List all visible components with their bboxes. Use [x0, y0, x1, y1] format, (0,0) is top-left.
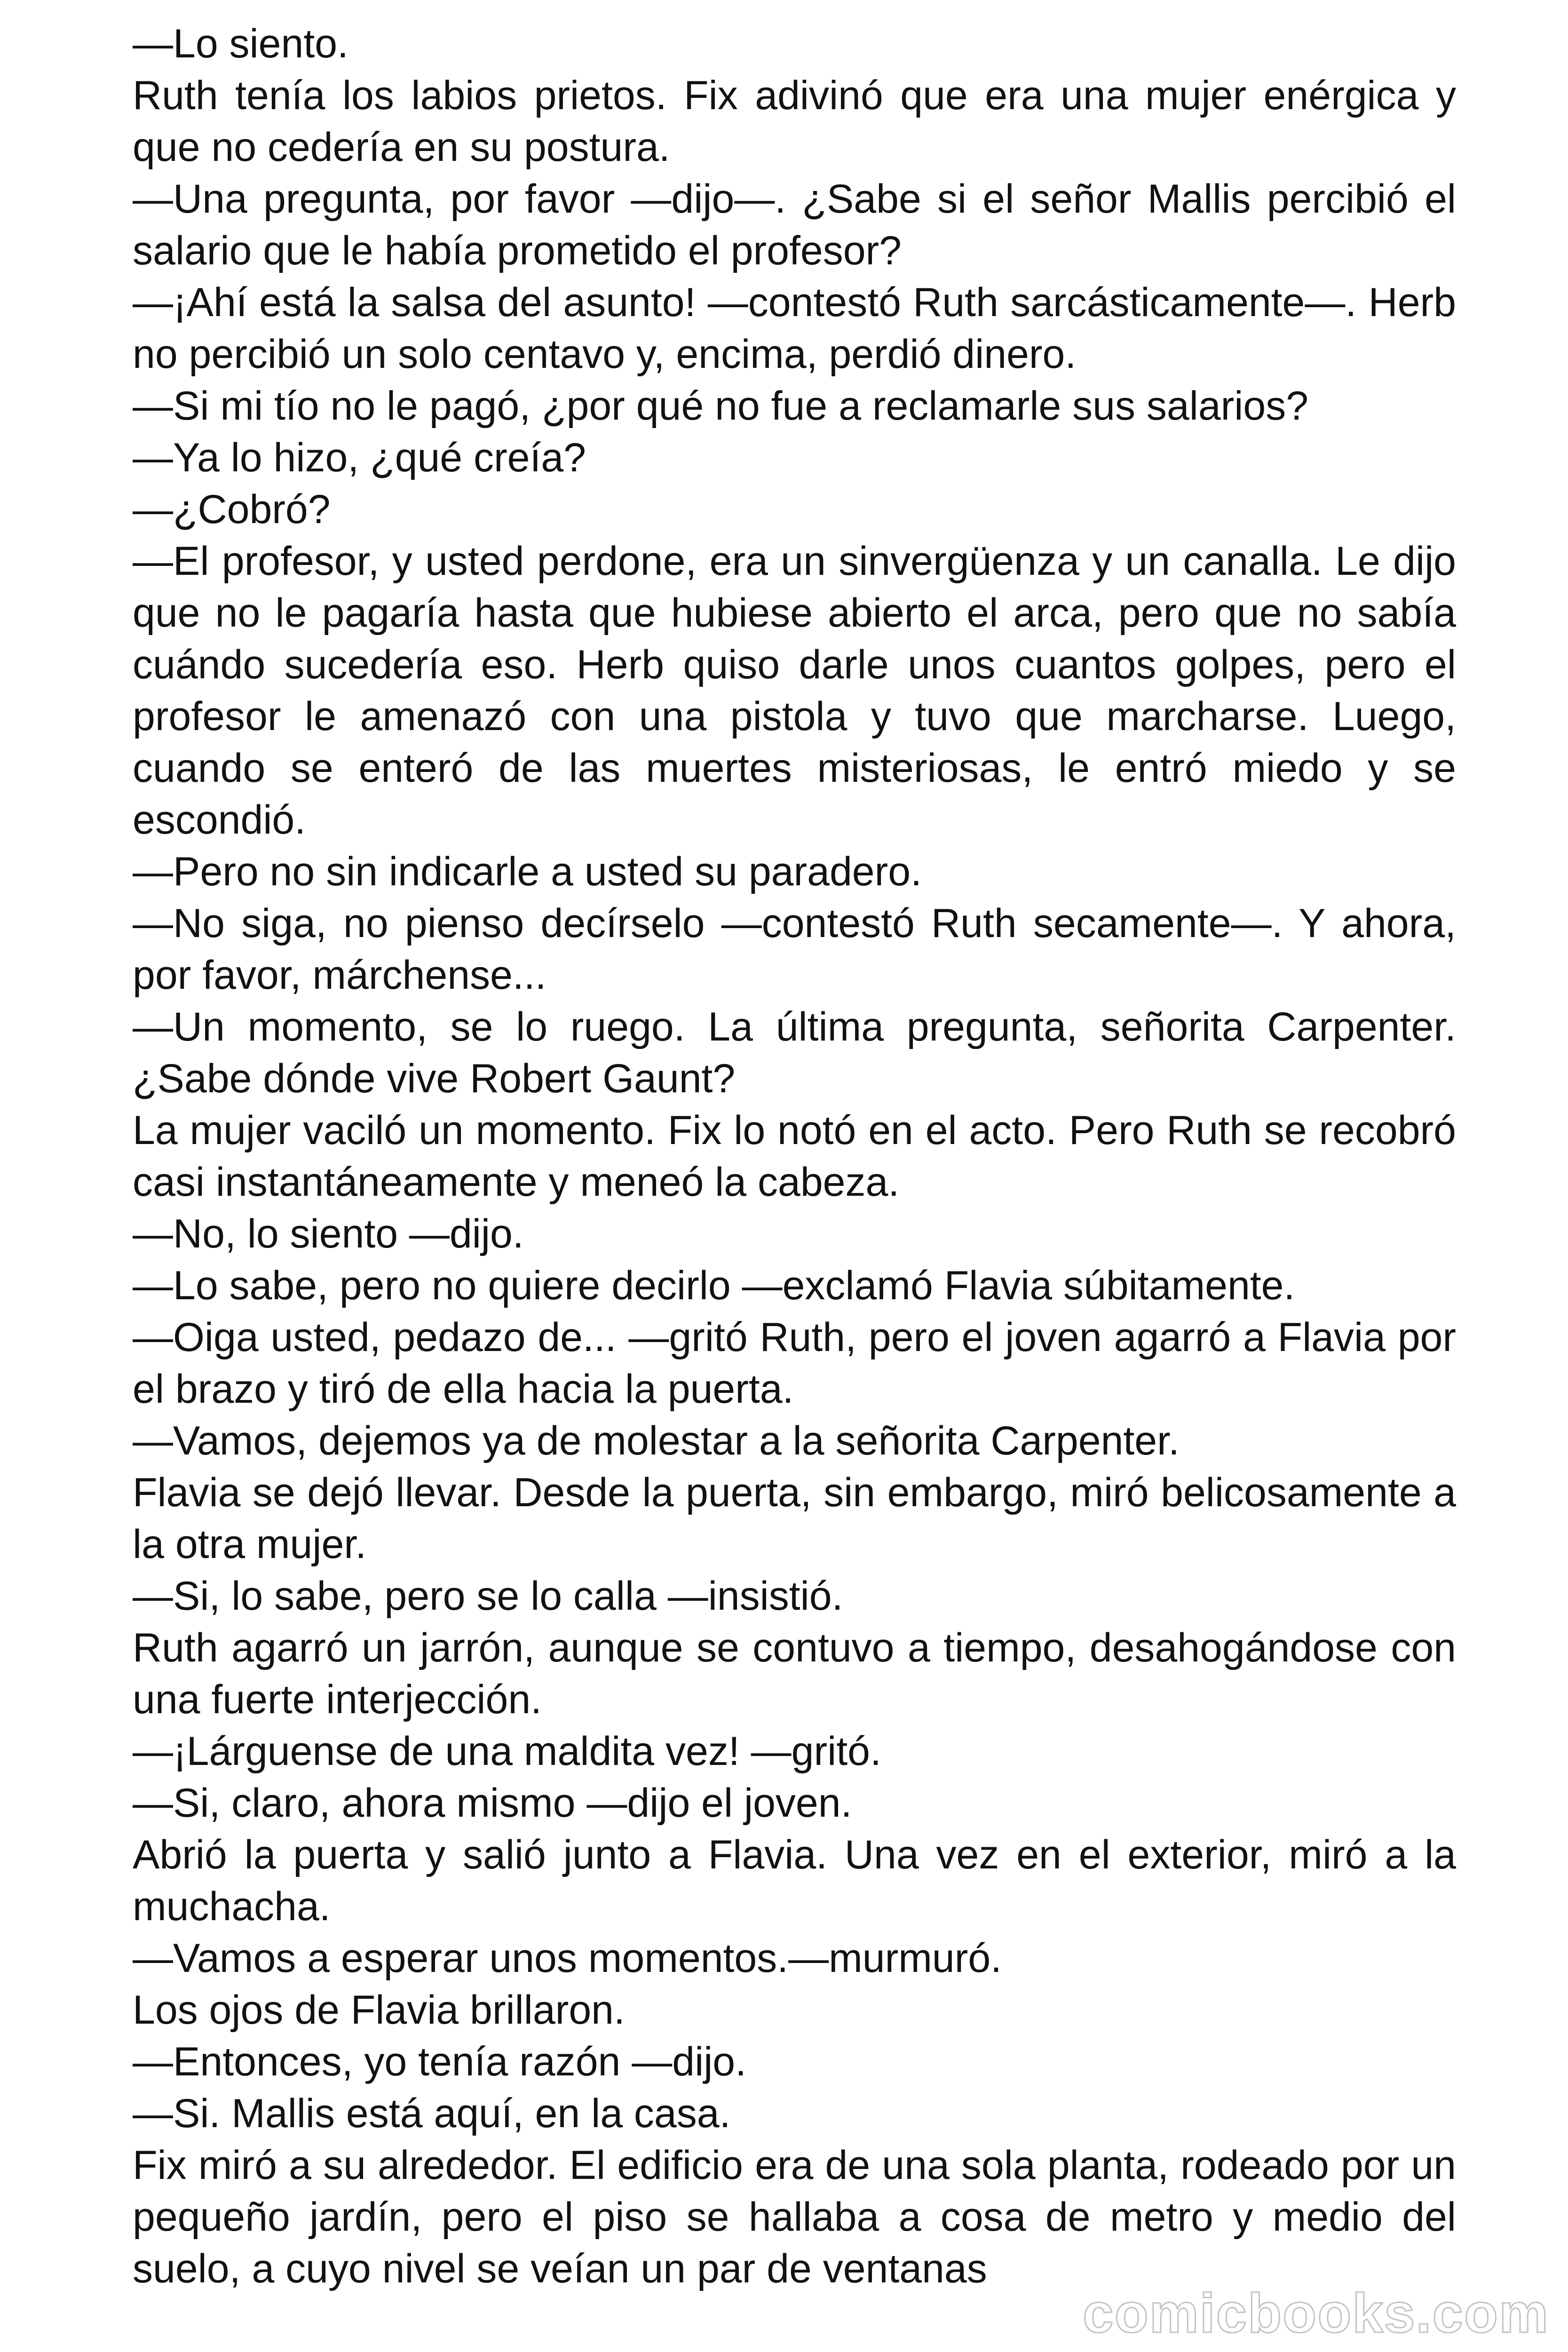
body-text [133, 18, 1456, 2295]
paragraph: —¿Cobró? [133, 487, 331, 532]
watermark-logo: comicbooks.com [1083, 2282, 1549, 2344]
paragraph: Fix miró a su alrededor. El edificio era de una sola planta, rodeado por un pequeño jardín, pero el piso se hallaba a cosa de metro y medio del suelo, a cuyo nivel se veían un par de ventanas [133, 2143, 1456, 2291]
paragraph: —Si. Mallis está aquí, en la casa. [133, 2091, 731, 2136]
paragraph: —Una pregunta, por favor —dijo—. ¿Sabe si el señor Mallis percibió el salario que le había prometido el profesor? [133, 176, 1456, 273]
paragraph: —Ya lo hizo, ¿qué creía? [133, 435, 586, 480]
paragraph: —Entonces, yo tenía razón —dijo. [133, 2039, 747, 2084]
paragraph: —Vamos a esperar unos momentos.—murmuró. [133, 1936, 1002, 1981]
paragraph: —¡Ahí está la salsa del asunto! —contestó Ruth sarcásticamente—. Herb no percibió un solo centavo y, encima, perdió dinero. [133, 280, 1456, 377]
paragraph: Flavia se dejó llevar. Desde la puerta, sin embargo, miró belicosamente a la otra mujer. [133, 1470, 1456, 1567]
paragraph: —¡Lárguense de una maldita vez! —gritó. [133, 1729, 881, 1774]
paragraph: —Vamos, dejemos ya de molestar a la señorita Carpenter. [133, 1418, 1180, 1463]
paragraph: —Oiga usted, pedazo de... —gritó Ruth, pero el joven agarró a Flavia por el brazo y tiró de ella hacia la puerta. [133, 1315, 1456, 1412]
paragraph: —Si, lo sabe, pero se lo calla —insistió. [133, 1573, 843, 1619]
paragraph: —El profesor, y usted perdone, era un sinvergüenza y un canalla. Le dijo que no le pagaría hasta que hubiese abierto el arca, pero que no sabía cuándo sucedería eso. Herb quiso darle unos cuantos golpes, pero el profesor le amenazó con una pistola y tuvo que marcharse. Luego, cuando se enteró de las muertes misteriosas, le entró miedo y se escondió. [133, 539, 1456, 842]
paragraph: —Lo sabe, pero no quiere decirlo —exclamó Flavia súbitamente. [133, 1263, 1295, 1308]
paragraph: La mujer vaciló un momento. Fix lo notó en el acto. Pero Ruth se recobró casi instantáneamente y meneó la cabeza. [133, 1108, 1456, 1205]
paragraph: Ruth tenía los labios prietos. Fix adivinó que era una mujer enérgica y que no cedería en su postura. [133, 73, 1456, 170]
paragraph: —Lo siento. [133, 21, 348, 66]
paragraph: Ruth agarró un jarrón, aunque se contuvo a tiempo, desahogándose con una fuerte interjección. [133, 1625, 1456, 1722]
paragraph: —Si, claro, ahora mismo —dijo el joven. [133, 1780, 852, 1826]
paragraph: Abrió la puerta y salió junto a Flavia. Una vez en el exterior, miró a la muchacha. [133, 1832, 1456, 1929]
paragraph: Los ojos de Flavia brillaron. [133, 1987, 625, 2033]
paragraph: —Un momento, se lo ruego. La última pregunta, señorita Carpenter. ¿Sabe dónde vive Robert Gaunt? [133, 1004, 1456, 1101]
paragraph: —No, lo siento —dijo. [133, 1211, 524, 1256]
paragraph: —Pero no sin indicarle a usted su paradero. [133, 849, 922, 894]
paragraph: —Si mi tío no le pagó, ¿por qué no fue a reclamarle sus salarios? [133, 383, 1309, 429]
paragraph: —No siga, no pienso decírselo —contestó Ruth secamente—. Y ahora, por favor, márchense... [133, 901, 1456, 998]
